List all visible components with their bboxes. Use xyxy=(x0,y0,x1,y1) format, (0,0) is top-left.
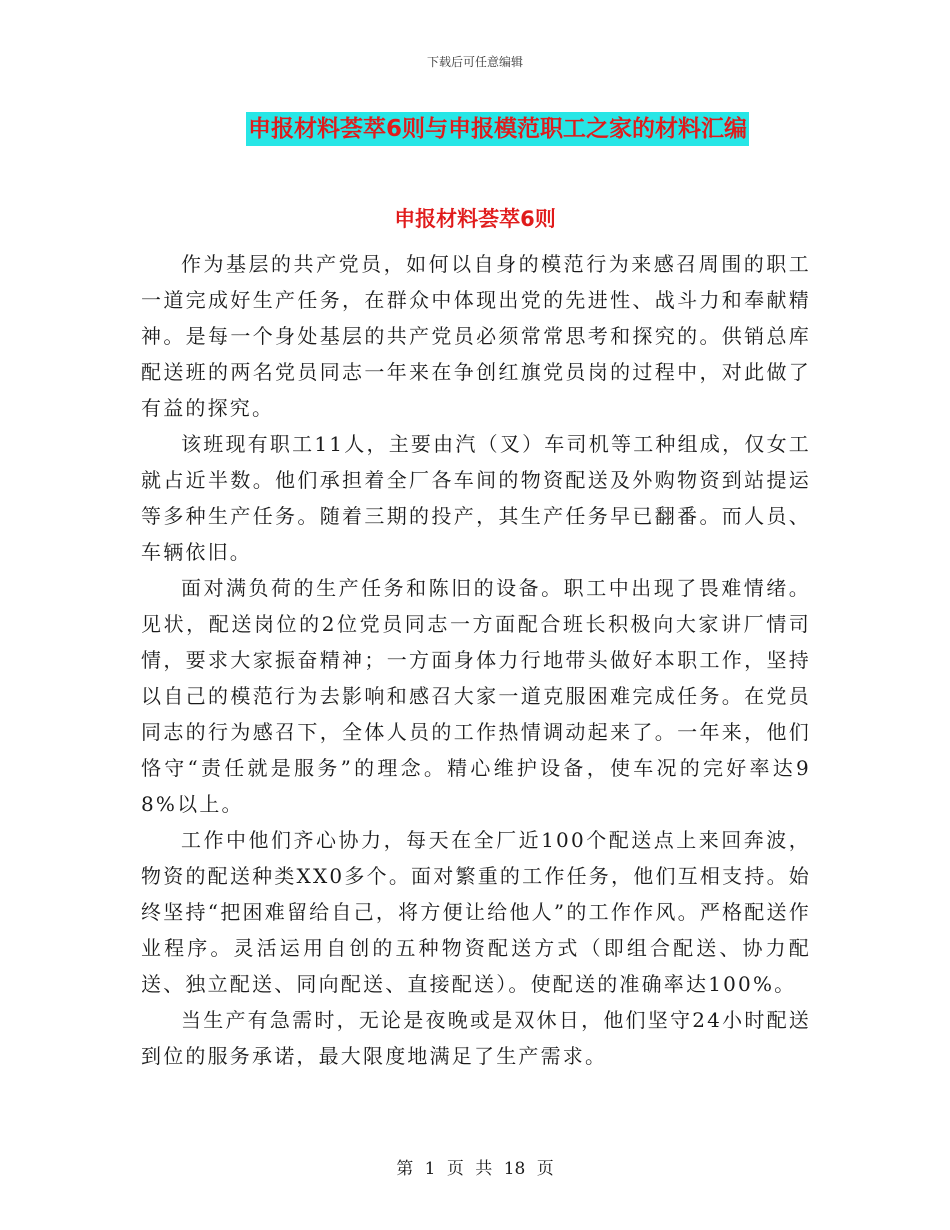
document-title: 申报材料荟萃6则与申报模范职工之家的材料汇编 xyxy=(246,112,749,146)
document-body xyxy=(141,246,811,1074)
paragraph: 该班现有职工11人，主要由汽（叉）车司机等工种组成，仅女工就占近半数。他们承担着全厂各车间的物资配送及外购物资到站提运等多种生产任务。随着三期的投产，其生产任务早已翻番。而人员、车辆依旧。 xyxy=(141,432,811,564)
paragraph: 工作中他们齐心协力，每天在全厂近100个配送点上来回奔波，物资的配送种类XX0多个。面对繁重的工作任务，他们互相支持。始终坚持“把困难留给自己，将方便让给他人”的工作作风。严格配送作业程序。灵活运用自创的五种物资配送方式（即组合配送、协力配送、独立配送、同向配送、直接配送）。使配送的准确率达100%。 xyxy=(141,828,811,996)
header-note: 下载后可任意编辑 xyxy=(426,55,523,69)
page-number-footer: 第 1 页 共 18 页 xyxy=(396,1159,554,1179)
document-title-container xyxy=(0,112,950,146)
paragraph: 面对满负荷的生产任务和陈旧的设备。职工中出现了畏难情绪。见状，配送岗位的2位党员同志一方面配合班长积极向大家讲厂情司情，要求大家振奋精神；一方面身体力行地带头做好本职工作，坚持以自己的模范行为去影响和感召大家一道克服困难完成任务。在党员同志的行为感召下，全体人员的工作热情调动起来了。一年来，他们恪守“责任就是服务”的理念。精心维护设备，使车况的完好率达98%以上。 xyxy=(141,576,811,816)
section-title: 申报材料荟萃6则 xyxy=(394,207,556,231)
paragraph: 当生产有急需时，无论是夜晚或是双休日，他们坚守24小时配送到位的服务承诺，最大限度地满足了生产需求。 xyxy=(141,1008,811,1068)
paragraph: 作为基层的共产党员，如何以自身的模范行为来感召周围的职工一道完成好生产任务，在群众中体现出党的先进性、战斗力和奉献精神。是每一个身处基层的共产党员必须常常思考和探究的。供销总库配送班的两名党员同志一年来在争创红旗党员岗的过程中，对此做了有益的探究。 xyxy=(141,252,811,420)
